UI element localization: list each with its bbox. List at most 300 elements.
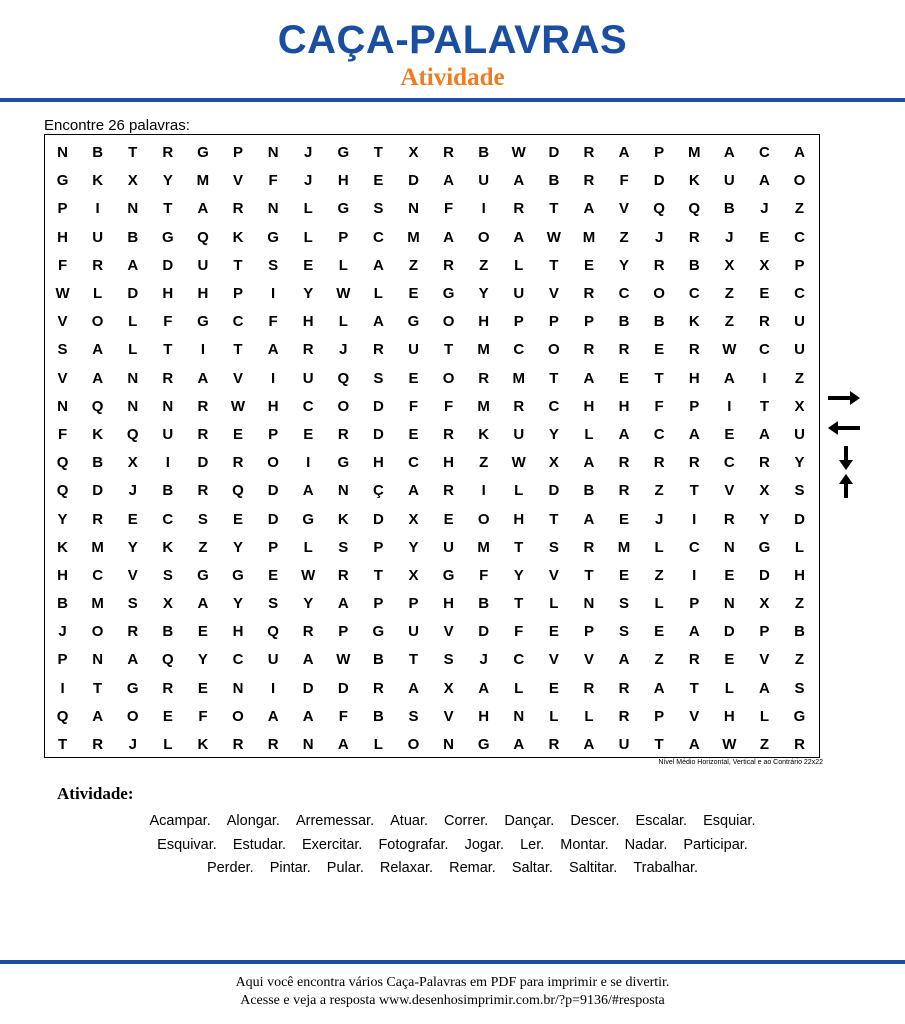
- grid-letter[interactable]: G: [56, 172, 69, 190]
- grid-letter[interactable]: A: [267, 341, 279, 359]
- grid-letter[interactable]: I: [271, 285, 276, 303]
- grid-letter[interactable]: V: [233, 369, 244, 387]
- grid-letter[interactable]: U: [92, 228, 104, 246]
- grid-letter[interactable]: A: [653, 679, 665, 697]
- grid-letter[interactable]: A: [583, 510, 595, 528]
- grid-letter[interactable]: R: [759, 313, 770, 331]
- grid-letter[interactable]: R: [92, 256, 104, 274]
- grid-letter[interactable]: P: [583, 623, 594, 641]
- grid-letter[interactable]: F: [268, 172, 278, 190]
- grid-letter[interactable]: F: [654, 397, 664, 415]
- grid-letter[interactable]: L: [584, 707, 594, 725]
- grid-letter[interactable]: B: [653, 313, 665, 331]
- grid-letter[interactable]: Q: [337, 369, 350, 387]
- grid-letter[interactable]: F: [163, 313, 173, 331]
- grid-letter[interactable]: E: [197, 623, 208, 641]
- grid-letter[interactable]: A: [127, 651, 139, 669]
- grid-letter[interactable]: L: [514, 679, 524, 697]
- grid-letter[interactable]: J: [479, 651, 488, 669]
- grid-letter[interactable]: I: [306, 454, 311, 472]
- grid-letter[interactable]: U: [302, 369, 314, 387]
- grid-letter[interactable]: U: [443, 538, 454, 556]
- grid-letter[interactable]: A: [583, 200, 595, 218]
- grid-letter[interactable]: F: [268, 313, 278, 331]
- grid-letter[interactable]: H: [57, 228, 68, 246]
- grid-letter[interactable]: Y: [303, 595, 314, 613]
- grid-letter[interactable]: C: [302, 397, 314, 415]
- grid-letter[interactable]: R: [127, 623, 139, 641]
- grid-letter[interactable]: E: [408, 285, 419, 303]
- grid-letter[interactable]: L: [373, 285, 383, 303]
- grid-letter[interactable]: R: [618, 679, 630, 697]
- grid-letter[interactable]: U: [794, 341, 805, 359]
- grid-letter[interactable]: X: [794, 397, 805, 415]
- grid-letter[interactable]: E: [759, 228, 770, 246]
- grid-letter[interactable]: N: [267, 144, 279, 162]
- grid-letter[interactable]: R: [723, 510, 735, 528]
- grid-letter[interactable]: H: [372, 454, 384, 472]
- grid-letter[interactable]: R: [232, 736, 244, 754]
- grid-letter[interactable]: N: [127, 200, 139, 218]
- grid-letter[interactable]: D: [548, 482, 560, 500]
- grid-letter[interactable]: M: [407, 228, 420, 246]
- grid-letter[interactable]: L: [93, 285, 103, 303]
- grid-letter[interactable]: F: [479, 566, 489, 584]
- grid-letter[interactable]: S: [408, 707, 419, 725]
- grid-letter[interactable]: O: [477, 228, 490, 246]
- grid-letter[interactable]: A: [513, 172, 525, 190]
- grid-letter[interactable]: I: [481, 482, 486, 500]
- grid-letter[interactable]: O: [267, 454, 279, 472]
- grid-letter[interactable]: S: [268, 595, 279, 613]
- grid-letter[interactable]: A: [302, 651, 314, 669]
- grid-letter[interactable]: H: [618, 397, 630, 415]
- grid-letter[interactable]: Y: [478, 285, 489, 303]
- grid-letter[interactable]: I: [271, 369, 276, 387]
- grid-letter[interactable]: U: [794, 313, 805, 331]
- grid-letter[interactable]: O: [442, 369, 455, 387]
- grid-letter[interactable]: R: [372, 341, 384, 359]
- grid-letter[interactable]: H: [267, 397, 279, 415]
- grid-letter[interactable]: Z: [479, 256, 489, 274]
- grid-letter[interactable]: X: [548, 454, 559, 472]
- grid-letter[interactable]: B: [618, 313, 630, 331]
- grid-letter[interactable]: Q: [688, 200, 701, 218]
- grid-letter[interactable]: S: [373, 369, 384, 387]
- grid-letter[interactable]: O: [232, 707, 244, 725]
- grid-letter[interactable]: L: [128, 341, 138, 359]
- grid-letter[interactable]: E: [408, 369, 419, 387]
- grid-letter[interactable]: R: [618, 482, 630, 500]
- grid-letter[interactable]: W: [722, 736, 737, 754]
- grid-letter[interactable]: O: [91, 623, 104, 641]
- grid-letter[interactable]: D: [127, 285, 139, 303]
- grid-letter[interactable]: B: [794, 623, 805, 641]
- grid-letter[interactable]: R: [337, 566, 349, 584]
- grid-letter[interactable]: J: [304, 172, 313, 190]
- grid-letter[interactable]: U: [618, 736, 630, 754]
- grid-letter[interactable]: W: [722, 341, 737, 359]
- grid-letter[interactable]: K: [688, 172, 700, 190]
- grid-letter[interactable]: O: [91, 313, 104, 331]
- grid-letter[interactable]: W: [336, 651, 351, 669]
- grid-letter[interactable]: R: [583, 172, 595, 190]
- grid-letter[interactable]: B: [478, 144, 490, 162]
- grid-letter[interactable]: R: [92, 510, 104, 528]
- grid-letter[interactable]: Y: [759, 510, 770, 528]
- grid-letter[interactable]: R: [759, 454, 770, 472]
- grid-letter[interactable]: Q: [653, 200, 665, 218]
- grid-letter[interactable]: A: [372, 256, 384, 274]
- grid-letter[interactable]: N: [127, 369, 139, 387]
- grid-letter[interactable]: T: [549, 200, 559, 218]
- grid-letter[interactable]: U: [478, 172, 490, 190]
- grid-letter[interactable]: G: [197, 144, 209, 162]
- grid-letter[interactable]: P: [233, 285, 244, 303]
- grid-letter[interactable]: E: [233, 425, 244, 443]
- grid-letter[interactable]: S: [794, 482, 805, 500]
- grid-letter[interactable]: G: [793, 707, 806, 725]
- grid-letter[interactable]: B: [548, 172, 560, 190]
- grid-letter[interactable]: C: [794, 285, 805, 303]
- grid-letter[interactable]: L: [514, 256, 524, 274]
- grid-letter[interactable]: E: [724, 425, 735, 443]
- grid-letter[interactable]: V: [443, 707, 454, 725]
- grid-letter[interactable]: B: [57, 595, 68, 613]
- grid-letter[interactable]: Ç: [372, 482, 384, 500]
- grid-letter[interactable]: E: [408, 425, 419, 443]
- grid-letter[interactable]: W: [511, 454, 526, 472]
- grid-letter[interactable]: P: [268, 425, 279, 443]
- grid-letter[interactable]: S: [373, 200, 384, 218]
- grid-letter[interactable]: V: [443, 623, 454, 641]
- grid-letter[interactable]: C: [372, 228, 384, 246]
- grid-letter[interactable]: F: [443, 200, 454, 218]
- grid-letter[interactable]: R: [653, 454, 665, 472]
- grid-letter[interactable]: P: [373, 538, 384, 556]
- grid-letter[interactable]: K: [162, 538, 174, 556]
- grid-letter[interactable]: W: [336, 285, 351, 303]
- grid-letter[interactable]: A: [443, 228, 454, 246]
- grid-letter[interactable]: C: [794, 228, 805, 246]
- grid-letter[interactable]: R: [443, 256, 454, 274]
- grid-letter[interactable]: V: [619, 200, 630, 218]
- grid-letter[interactable]: T: [443, 341, 454, 359]
- grid-letter[interactable]: N: [267, 200, 279, 218]
- grid-letter[interactable]: H: [443, 454, 454, 472]
- grid-letter[interactable]: R: [618, 454, 630, 472]
- grid-letter[interactable]: D: [372, 397, 384, 415]
- grid-letter[interactable]: R: [583, 679, 595, 697]
- grid-letter[interactable]: G: [337, 200, 350, 218]
- grid-letter[interactable]: R: [197, 482, 209, 500]
- grid-letter[interactable]: S: [162, 566, 173, 584]
- grid-letter[interactable]: G: [337, 454, 350, 472]
- grid-letter[interactable]: B: [162, 623, 174, 641]
- grid-letter[interactable]: K: [92, 425, 104, 443]
- grid-letter[interactable]: H: [723, 707, 735, 725]
- grid-letter[interactable]: D: [548, 144, 560, 162]
- grid-letter[interactable]: X: [408, 510, 419, 528]
- grid-letter[interactable]: P: [338, 623, 349, 641]
- grid-letter[interactable]: C: [688, 538, 700, 556]
- grid-letter[interactable]: C: [653, 425, 665, 443]
- grid-letter[interactable]: G: [407, 313, 420, 331]
- grid-letter[interactable]: M: [617, 538, 631, 556]
- grid-letter[interactable]: T: [759, 397, 769, 415]
- grid-letter[interactable]: C: [759, 144, 770, 162]
- grid-letter[interactable]: A: [92, 369, 104, 387]
- grid-letter[interactable]: H: [162, 285, 174, 303]
- grid-letter[interactable]: U: [162, 425, 174, 443]
- grid-letter[interactable]: N: [513, 707, 525, 725]
- grid-letter[interactable]: J: [58, 623, 67, 641]
- grid-letter[interactable]: U: [197, 256, 209, 274]
- grid-letter[interactable]: J: [654, 228, 664, 246]
- grid-letter[interactable]: D: [408, 172, 419, 190]
- grid-letter[interactable]: B: [478, 595, 490, 613]
- grid-letter[interactable]: N: [723, 538, 735, 556]
- grid-letter[interactable]: L: [549, 595, 559, 613]
- grid-letter[interactable]: S: [197, 510, 208, 528]
- grid-letter[interactable]: H: [478, 313, 490, 331]
- grid-letter[interactable]: J: [725, 228, 734, 246]
- grid-letter[interactable]: A: [583, 369, 595, 387]
- grid-letter[interactable]: M: [512, 369, 526, 387]
- grid-letter[interactable]: L: [584, 425, 594, 443]
- grid-letter[interactable]: A: [688, 736, 700, 754]
- grid-letter[interactable]: T: [584, 566, 594, 584]
- grid-letter[interactable]: P: [373, 595, 384, 613]
- grid-letter[interactable]: K: [688, 313, 700, 331]
- grid-letter[interactable]: Z: [654, 651, 664, 669]
- grid-letter[interactable]: E: [619, 510, 630, 528]
- grid-letter[interactable]: H: [337, 172, 349, 190]
- grid-letter[interactable]: R: [688, 341, 700, 359]
- grid-letter[interactable]: E: [724, 566, 735, 584]
- grid-letter[interactable]: F: [198, 707, 208, 725]
- grid-letter[interactable]: T: [163, 341, 173, 359]
- grid-letter[interactable]: U: [513, 425, 525, 443]
- grid-letter[interactable]: C: [92, 566, 104, 584]
- grid-letter[interactable]: R: [372, 679, 384, 697]
- grid-letter[interactable]: Q: [56, 707, 69, 725]
- grid-letter[interactable]: R: [443, 482, 454, 500]
- grid-letter[interactable]: U: [794, 425, 805, 443]
- grid-letter[interactable]: P: [654, 707, 665, 725]
- grid-letter[interactable]: B: [162, 482, 174, 500]
- grid-letter[interactable]: E: [654, 341, 665, 359]
- grid-letter[interactable]: O: [126, 707, 139, 725]
- grid-letter[interactable]: I: [692, 566, 697, 584]
- grid-letter[interactable]: T: [549, 369, 559, 387]
- grid-letter[interactable]: P: [57, 200, 68, 218]
- grid-letter[interactable]: D: [302, 679, 314, 697]
- grid-letter[interactable]: U: [408, 341, 419, 359]
- grid-letter[interactable]: L: [128, 313, 138, 331]
- grid-letter[interactable]: E: [197, 679, 208, 697]
- grid-letter[interactable]: U: [513, 285, 525, 303]
- grid-letter[interactable]: W: [301, 566, 316, 584]
- grid-letter[interactable]: P: [57, 651, 68, 669]
- grid-letter[interactable]: L: [794, 538, 805, 556]
- grid-letter[interactable]: Q: [91, 397, 104, 415]
- grid-letter[interactable]: X: [408, 144, 419, 162]
- grid-letter[interactable]: F: [57, 425, 68, 443]
- grid-letter[interactable]: Q: [197, 228, 209, 246]
- grid-letter[interactable]: C: [513, 341, 525, 359]
- grid-letter[interactable]: H: [197, 285, 209, 303]
- grid-letter[interactable]: M: [687, 144, 701, 162]
- grid-letter[interactable]: B: [127, 228, 139, 246]
- grid-letter[interactable]: Y: [233, 595, 244, 613]
- grid-letter[interactable]: G: [758, 538, 771, 556]
- grid-letter[interactable]: Y: [619, 256, 630, 274]
- grid-letter[interactable]: A: [92, 707, 104, 725]
- grid-letter[interactable]: Z: [794, 200, 805, 218]
- grid-letter[interactable]: O: [337, 397, 350, 415]
- grid-letter[interactable]: T: [654, 369, 664, 387]
- grid-letter[interactable]: X: [759, 256, 770, 274]
- grid-letter[interactable]: G: [302, 510, 315, 528]
- grid-letter[interactable]: P: [233, 144, 244, 162]
- grid-letter[interactable]: D: [267, 482, 279, 500]
- grid-letter[interactable]: X: [162, 595, 173, 613]
- grid-letter[interactable]: C: [548, 397, 560, 415]
- grid-letter[interactable]: H: [583, 397, 595, 415]
- grid-letter[interactable]: A: [443, 172, 454, 190]
- grid-letter[interactable]: L: [724, 679, 734, 697]
- grid-letter[interactable]: E: [268, 566, 279, 584]
- grid-letter[interactable]: A: [92, 341, 104, 359]
- grid-letter[interactable]: V: [548, 285, 559, 303]
- grid-letter[interactable]: Z: [794, 595, 805, 613]
- grid-letter[interactable]: Z: [794, 369, 805, 387]
- grid-letter[interactable]: B: [92, 144, 104, 162]
- grid-letter[interactable]: J: [304, 144, 313, 162]
- grid-letter[interactable]: R: [232, 200, 244, 218]
- grid-letter[interactable]: N: [583, 595, 595, 613]
- grid-letter[interactable]: S: [548, 538, 559, 556]
- grid-letter[interactable]: Z: [794, 651, 805, 669]
- grid-letter[interactable]: D: [267, 510, 279, 528]
- grid-letter[interactable]: Y: [233, 538, 244, 556]
- grid-letter[interactable]: A: [337, 595, 349, 613]
- grid-letter[interactable]: E: [654, 623, 665, 641]
- grid-letter[interactable]: L: [303, 200, 313, 218]
- grid-letter[interactable]: R: [92, 736, 104, 754]
- grid-letter[interactable]: Q: [232, 482, 244, 500]
- grid-letter[interactable]: D: [478, 623, 490, 641]
- grid-letter[interactable]: G: [442, 285, 455, 303]
- grid-letter[interactable]: T: [93, 679, 103, 697]
- grid-letter[interactable]: Z: [408, 256, 419, 274]
- grid-letter[interactable]: A: [618, 651, 630, 669]
- grid-letter[interactable]: R: [583, 538, 595, 556]
- grid-letter[interactable]: O: [477, 510, 490, 528]
- grid-letter[interactable]: R: [337, 425, 349, 443]
- grid-letter[interactable]: Q: [126, 425, 139, 443]
- grid-letter[interactable]: F: [408, 397, 419, 415]
- grid-letter[interactable]: T: [233, 256, 243, 274]
- grid-letter[interactable]: A: [723, 369, 735, 387]
- grid-letter[interactable]: E: [443, 510, 454, 528]
- grid-letter[interactable]: L: [338, 313, 348, 331]
- grid-letter[interactable]: L: [163, 736, 173, 754]
- grid-letter[interactable]: M: [477, 397, 490, 415]
- grid-letter[interactable]: S: [619, 623, 630, 641]
- grid-letter[interactable]: A: [759, 679, 770, 697]
- grid-letter[interactable]: B: [372, 707, 384, 725]
- grid-letter[interactable]: R: [653, 256, 665, 274]
- grid-letter[interactable]: D: [372, 510, 384, 528]
- grid-letter[interactable]: I: [95, 200, 100, 218]
- grid-letter[interactable]: F: [338, 707, 348, 725]
- grid-letter[interactable]: V: [548, 566, 559, 584]
- grid-letter[interactable]: Z: [654, 566, 664, 584]
- grid-letter[interactable]: E: [233, 510, 244, 528]
- grid-letter[interactable]: R: [162, 369, 174, 387]
- grid-letter[interactable]: C: [618, 285, 630, 303]
- grid-letter[interactable]: A: [197, 200, 209, 218]
- grid-letter[interactable]: J: [339, 341, 348, 359]
- grid-letter[interactable]: R: [794, 736, 805, 754]
- grid-letter[interactable]: V: [57, 369, 68, 387]
- grid-letter[interactable]: B: [688, 256, 700, 274]
- grid-letter[interactable]: G: [337, 144, 350, 162]
- grid-letter[interactable]: L: [549, 707, 559, 725]
- grid-letter[interactable]: V: [57, 313, 68, 331]
- grid-letter[interactable]: G: [126, 679, 139, 697]
- grid-letter[interactable]: S: [619, 595, 630, 613]
- grid-letter[interactable]: W: [511, 144, 526, 162]
- grid-letter[interactable]: I: [762, 369, 767, 387]
- grid-letter[interactable]: R: [197, 397, 209, 415]
- grid-letter[interactable]: Z: [619, 228, 629, 246]
- grid-letter[interactable]: S: [794, 679, 805, 697]
- grid-letter[interactable]: Y: [127, 538, 138, 556]
- grid-letter[interactable]: V: [724, 482, 735, 500]
- grid-letter[interactable]: L: [759, 707, 769, 725]
- grid-letter[interactable]: W: [546, 228, 561, 246]
- grid-letter[interactable]: S: [338, 538, 349, 556]
- grid-letter[interactable]: I: [727, 397, 732, 415]
- grid-letter[interactable]: A: [688, 623, 700, 641]
- grid-letter[interactable]: N: [232, 679, 244, 697]
- grid-letter[interactable]: J: [760, 200, 769, 218]
- grid-letter[interactable]: B: [583, 482, 595, 500]
- grid-letter[interactable]: L: [303, 228, 313, 246]
- grid-letter[interactable]: F: [443, 397, 454, 415]
- grid-letter[interactable]: N: [723, 595, 735, 613]
- grid-letter[interactable]: L: [338, 256, 348, 274]
- grid-letter[interactable]: O: [442, 313, 455, 331]
- grid-letter[interactable]: X: [408, 566, 419, 584]
- grid-letter[interactable]: R: [513, 397, 525, 415]
- grid-letter[interactable]: L: [654, 538, 664, 556]
- grid-letter[interactable]: V: [759, 651, 770, 669]
- grid-letter[interactable]: B: [372, 651, 384, 669]
- grid-letter[interactable]: H: [57, 566, 68, 584]
- grid-letter[interactable]: H: [478, 707, 490, 725]
- grid-letter[interactable]: A: [688, 425, 700, 443]
- grid-letter[interactable]: M: [91, 595, 104, 613]
- grid-letter[interactable]: A: [302, 707, 314, 725]
- grid-letter[interactable]: E: [303, 256, 314, 274]
- grid-letter[interactable]: O: [793, 172, 806, 190]
- grid-letter[interactable]: J: [654, 510, 664, 528]
- grid-letter[interactable]: L: [303, 538, 313, 556]
